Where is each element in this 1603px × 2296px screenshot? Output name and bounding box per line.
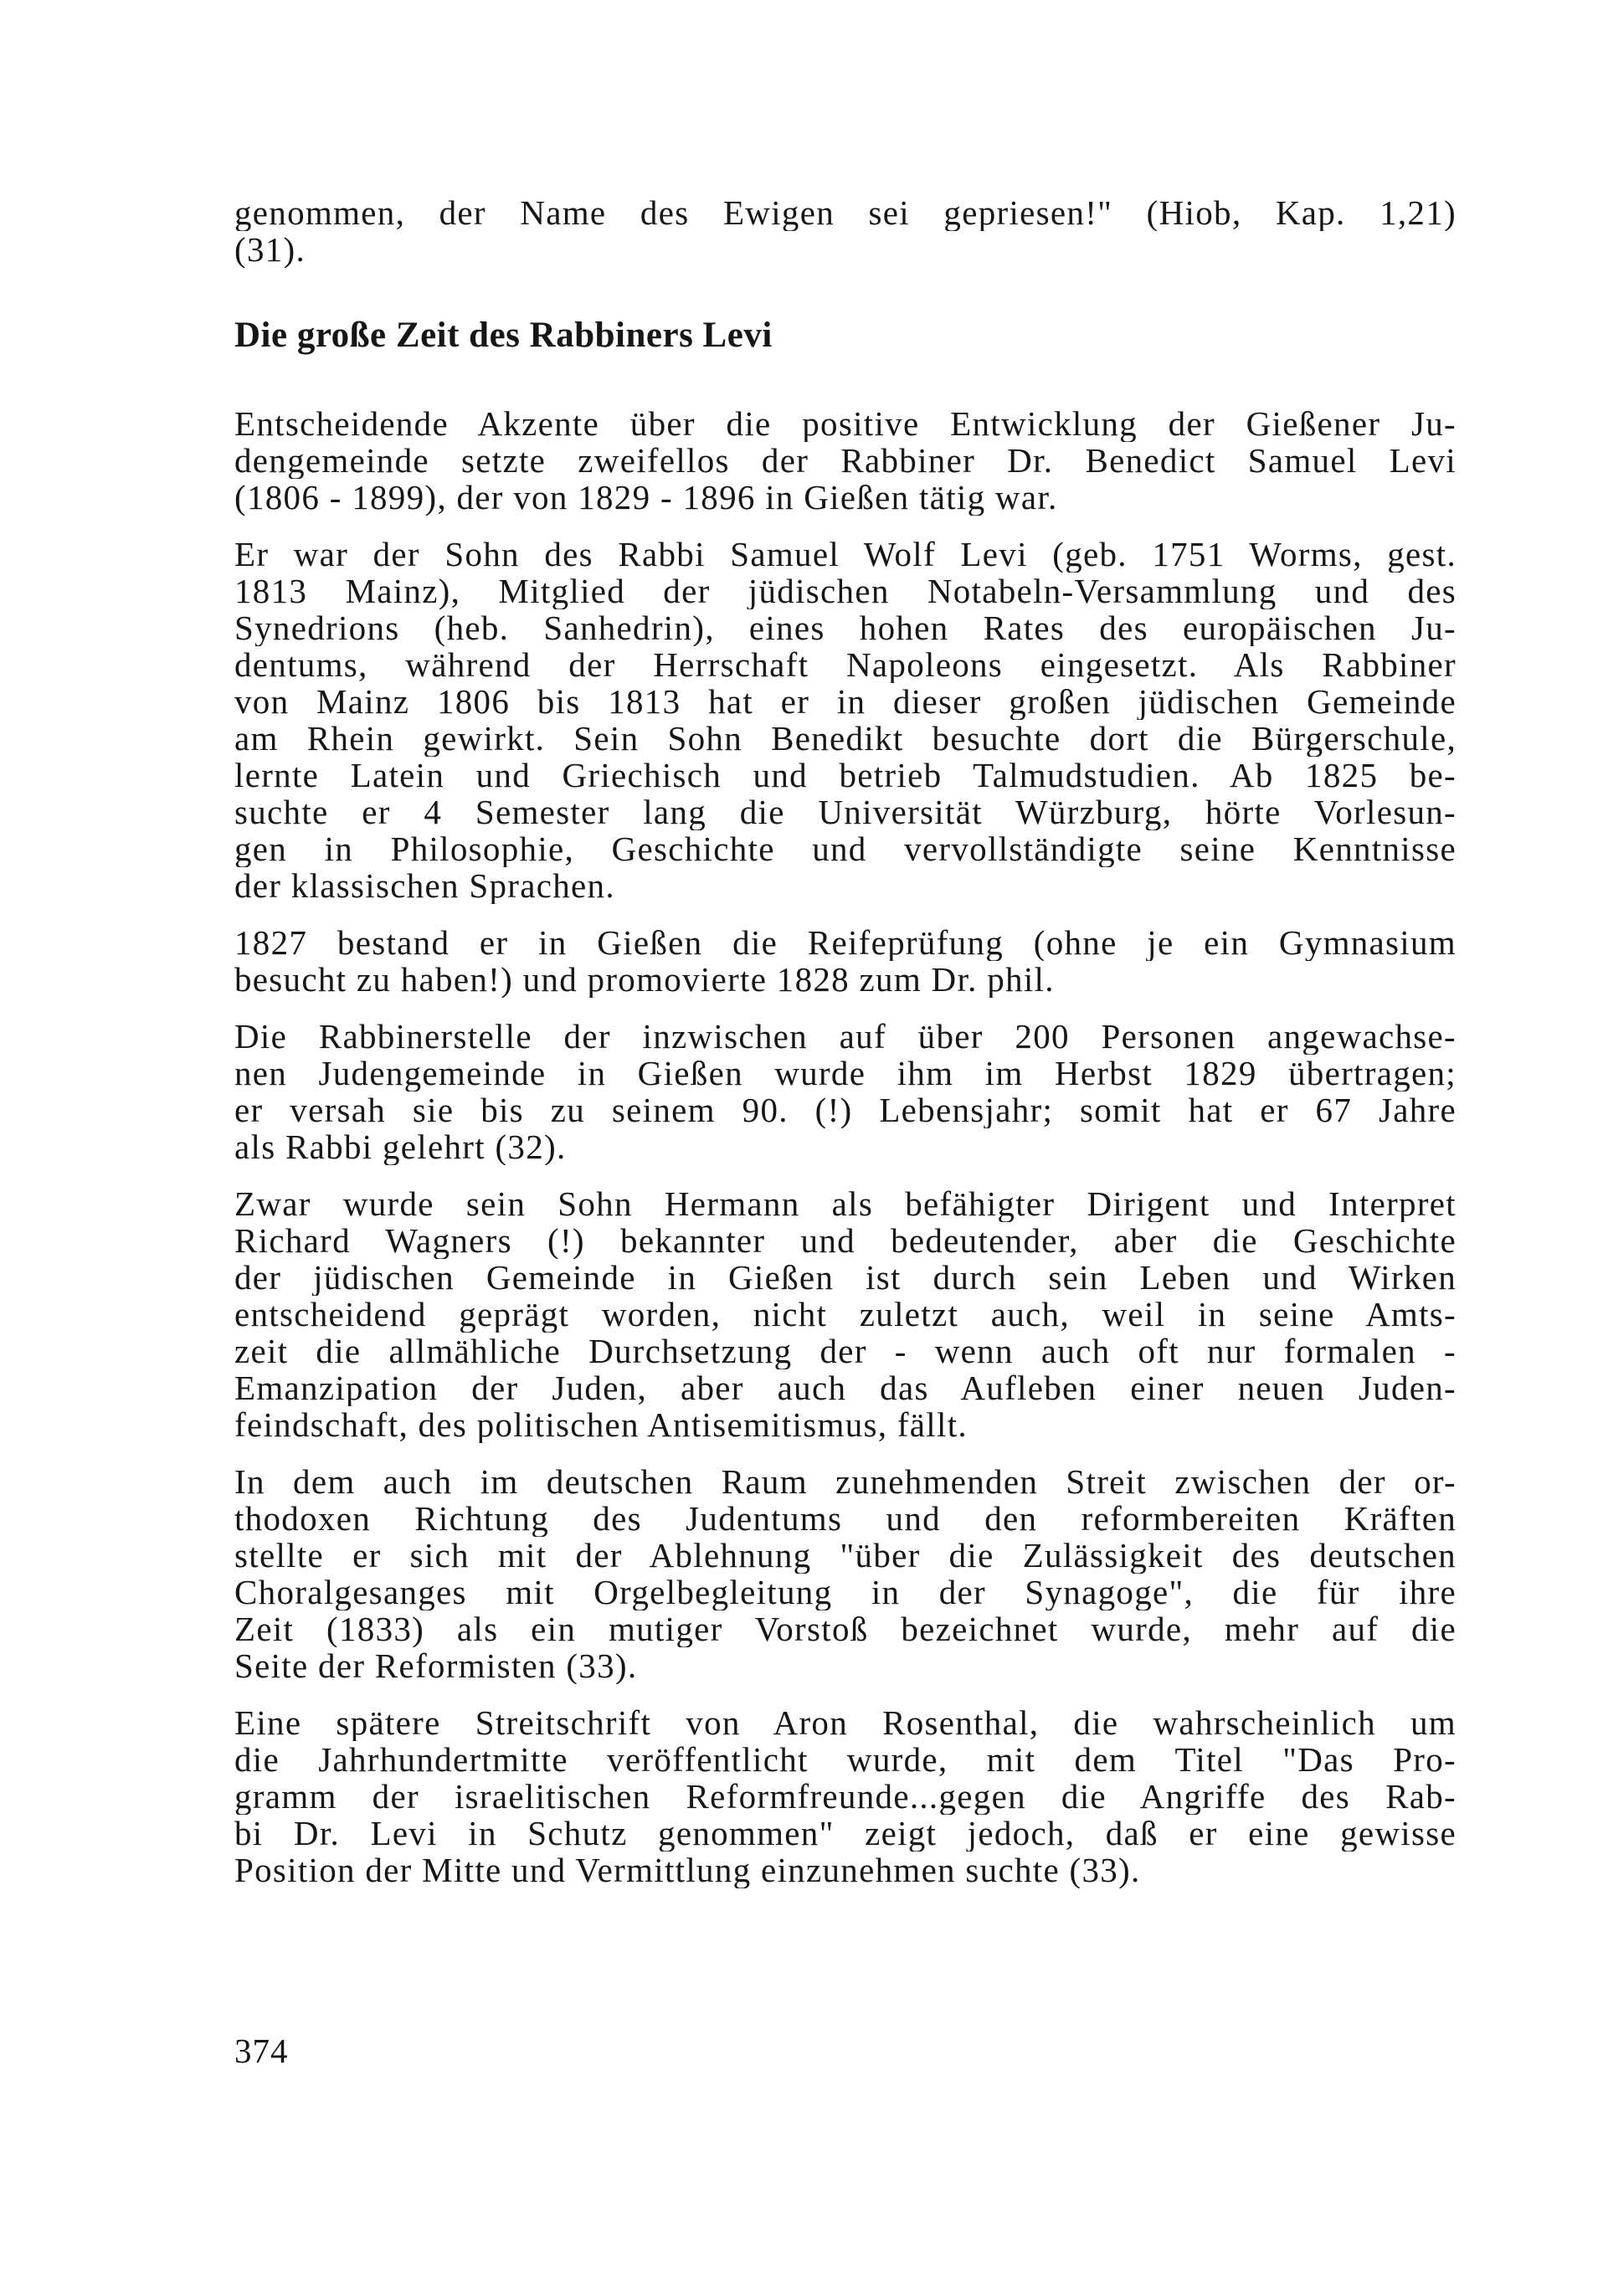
text-line: Synedrions (heb. Sanhedrin), eines hohen Rates des europäischen Ju-: [234, 609, 1457, 646]
paragraph-3: [234, 924, 1457, 998]
text-line: Eine spätere Streitschrift von Aron Rosenthal, die wahrscheinlich um: [234, 1704, 1457, 1741]
text-line: Zeit (1833) als ein mutiger Vorstoß bezeichnet wurde, mehr auf die: [234, 1610, 1457, 1647]
text-line: Richard Wagners (!) bekannter und bedeutender, aber die Geschichte: [234, 1222, 1457, 1259]
text-line: Position der Mitte und Vermittlung einzunehmen suchte (33).: [234, 1852, 1141, 1888]
text-line: feindschaft, des politischen Antisemitismus, fällt.: [234, 1406, 968, 1443]
text-line: dentums, während der Herrschaft Napoleons eingesetzt. Als Rabbiner: [234, 646, 1457, 683]
text-line: (31).: [234, 231, 306, 268]
page-number: 374: [234, 2031, 289, 2070]
text-line: dengemeinde setzte zweifellos der Rabbiner Dr. Benedict Samuel Levi: [234, 442, 1457, 479]
text-line: der jüdischen Gemeinde in Gießen ist durch sein Leben und Wirken: [234, 1259, 1457, 1296]
text-line: Choralgesanges mit Orgelbegleitung in der Synagoge", die für ihre: [234, 1574, 1457, 1610]
text-line: besucht zu haben!) und promovierte 1828 zum Dr. phil.: [234, 961, 1055, 998]
text-line: bi Dr. Levi in Schutz genommen" zeigt jedoch, daß er eine gewisse: [234, 1815, 1457, 1852]
text-line: gramm der israelitischen Reformfreunde...gegen die Angriffe des Rab-: [234, 1778, 1457, 1815]
page-body: [234, 194, 1457, 1908]
paragraph-7: [234, 1704, 1457, 1888]
text-line: lernte Latein und Griechisch und betrieb Talmudstudien. Ab 1825 be-: [234, 757, 1457, 794]
text-line: (1806 - 1899), der von 1829 - 1896 in Gießen tätig war.: [234, 479, 1058, 516]
text-line: die Jahrhundertmitte veröffentlicht wurde, mit dem Titel "Das Pro-: [234, 1741, 1457, 1778]
text-line: von Mainz 1806 bis 1813 hat er in dieser großen jüdischen Gemeinde: [234, 683, 1457, 720]
paragraph-2: [234, 536, 1457, 904]
paragraph-4: [234, 1018, 1457, 1165]
text-line: 1813 Mainz), Mitglied der jüdischen Notabeln-Versammlung und des: [234, 573, 1457, 609]
text-line: Zwar wurde sein Sohn Hermann als befähigter Dirigent und Interpret: [234, 1185, 1457, 1222]
text-line: stellte er sich mit der Ablehnung "über die Zulässigkeit des deutschen: [234, 1537, 1457, 1574]
text-line: der klassischen Sprachen.: [234, 867, 615, 904]
text-line: nen Judengemeinde in Gießen wurde ihm im Herbst 1829 übertragen;: [234, 1055, 1457, 1091]
paragraph-5: [234, 1185, 1457, 1443]
text-line: 1827 bestand er in Gießen die Reifeprüfung (ohne je ein Gymnasium: [234, 924, 1457, 961]
paragraph-6: [234, 1463, 1457, 1684]
text-line: Seite der Reformisten (33).: [234, 1647, 638, 1684]
section-heading: Die große Zeit des Rabbiners Levi: [234, 316, 773, 355]
text-line: entscheidend geprägt worden, nicht zuletzt auch, weil in seine Amts-: [234, 1296, 1457, 1333]
text-line: genommen, der Name des Ewigen sei gepriesen!" (Hiob, Kap. 1,21): [234, 194, 1457, 231]
text-line: zeit die allmähliche Durchsetzung der - wenn auch oft nur formalen -: [234, 1333, 1457, 1369]
text-line: Er war der Sohn des Rabbi Samuel Wolf Levi (geb. 1751 Worms, gest.: [234, 536, 1457, 573]
text-line: Emanzipation der Juden, aber auch das Aufleben einer neuen Juden-: [234, 1369, 1457, 1406]
text-line: er versah sie bis zu seinem 90. (!) Lebensjahr; somit hat er 67 Jahre: [234, 1091, 1457, 1128]
opening-paragraph: [234, 194, 1457, 268]
text-line: thodoxen Richtung des Judentums und den reformbereiten Kräften: [234, 1500, 1457, 1537]
text-line: suchte er 4 Semester lang die Universität Würzburg, hörte Vorlesun-: [234, 794, 1457, 830]
paragraph-1: [234, 405, 1457, 516]
text-line: gen in Philosophie, Geschichte und vervollständigte seine Kenntnisse: [234, 830, 1457, 867]
text-line: am Rhein gewirkt. Sein Sohn Benedikt besuchte dort die Bürgerschule,: [234, 720, 1457, 757]
text-line: In dem auch im deutschen Raum zunehmenden Streit zwischen der or-: [234, 1463, 1457, 1500]
text-line: Die Rabbinerstelle der inzwischen auf über 200 Personen angewachse-: [234, 1018, 1457, 1055]
text-line: Entscheidende Akzente über die positive Entwicklung der Gießener Ju-: [234, 405, 1457, 442]
text-line: als Rabbi gelehrt (32).: [234, 1128, 567, 1165]
